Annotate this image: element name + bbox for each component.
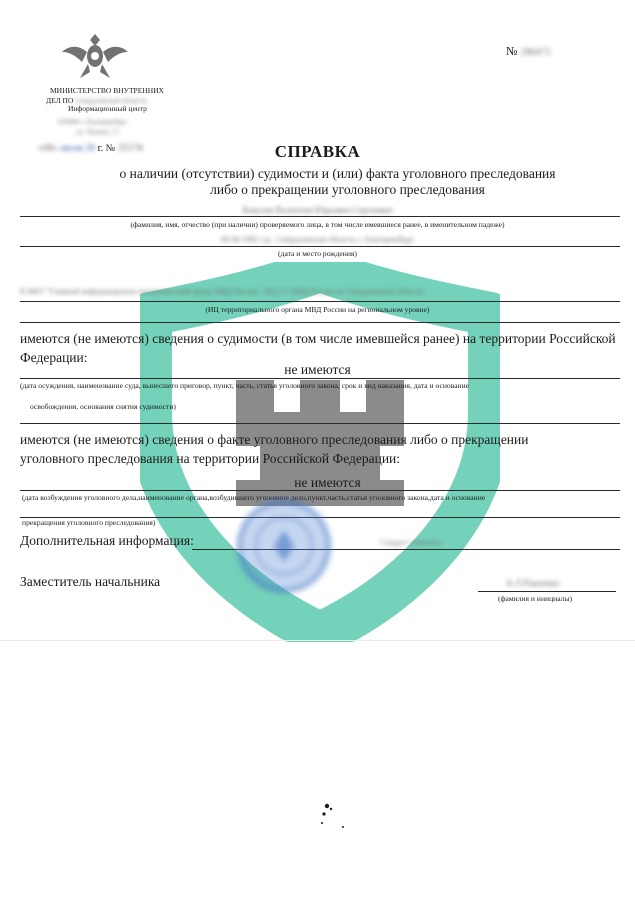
prosecution-caption-line2: прекращения уголовного преследования) [22, 518, 156, 527]
birth-rule [20, 246, 620, 247]
ministry-line2-label: ДЕЛ ПО [46, 96, 74, 105]
date-value: июля 20 [60, 143, 96, 154]
ic-rule [20, 301, 620, 302]
prosecution-statement: имеются (не имеются) сведения о факте уголовного преследования либо о прекращении уголовного преследования на территории Российской Федерации: [20, 432, 529, 466]
number-label: № [506, 44, 518, 58]
ink-specks [318, 800, 348, 830]
additional-value: Следует отметить [380, 538, 441, 547]
signature-rule [478, 591, 616, 592]
round-seal-icon [232, 494, 336, 598]
ministry-region: Свердловской области [75, 96, 147, 105]
date-suffix: г. № [97, 143, 116, 154]
conviction-caption-line2: освобождения, основания снятия судимости) [30, 402, 176, 411]
conviction-caption-line1: (дата осуждения, наименование суда, вынесшего приговор, пункт, часть, статья уголовного закона, срок и вид наказания, дата и основание [20, 381, 470, 390]
signature-name: А.Л.Павленко [506, 578, 560, 588]
prosecution-rule [20, 490, 620, 491]
full-name-rule [20, 216, 620, 217]
document-title: СПРАВКА [274, 142, 361, 161]
title-line1: о наличии (отсутствии) судимости и (или) факта уголовного преследования [119, 166, 556, 181]
full-name-caption: (фамилия, имя, отчество (при наличии) проверяемого лица, в том числе имевшиеся ранее, в именительном падеже) [130, 220, 505, 229]
conviction-answer: не имеются [284, 362, 351, 377]
page-edge [0, 640, 635, 641]
conviction-rule-2 [20, 423, 620, 424]
number-value: 286472 [520, 47, 551, 58]
address-line1: 620000 г. Екатеринбург [58, 118, 128, 126]
document-number [506, 44, 550, 59]
ministry-line1: МИНИСТЕРСТВО ВНУТРЕННИХ [50, 86, 164, 95]
ref-number: 35578 [117, 143, 143, 154]
prosecution-answer: не имеются [294, 475, 361, 490]
prosecution-caption-line1: (дата возбуждения уголовного дела,наименование органа,возбудившего уголовное дело,пункт,часть,статья уголовного закона,дата и основание [22, 493, 486, 502]
conviction-rule [20, 378, 620, 379]
additional-label: Дополнительная информация: [20, 533, 194, 548]
ic-value: В ФКУ "Главный информационно-аналитический центр МВД России", ИЦ ГУ МВД России по Свердловской области [20, 287, 424, 296]
title-line2: либо о прекращении уголовного преследования [210, 182, 485, 197]
emblem-icon [60, 28, 130, 84]
birth-caption: (дата и место рождения) [278, 249, 357, 258]
ic-caption: (ИЦ территориального органа МВД России на региональном уровне) [205, 305, 430, 314]
date-prefix: «08» [38, 143, 58, 154]
conviction-statement: имеются (не имеются) сведения о судимости (в том числе имевшейся ранее) на территории Российской Федерации: [20, 331, 616, 365]
address-line2: ул. Ленина, 17 [76, 128, 119, 136]
ic-rule-2 [20, 322, 620, 323]
signature-caption: (фамилия и инициалы) [498, 594, 573, 603]
signature-position: Заместитель начальника [20, 574, 161, 589]
full-name-value: Ковалев Валентин Юрьевич Сергеевич [242, 205, 393, 215]
birth-value: 08.06.1985 г.р., Свердловская область г. Екатеринбург [220, 234, 415, 244]
info-center: Информационный центр [68, 104, 147, 113]
